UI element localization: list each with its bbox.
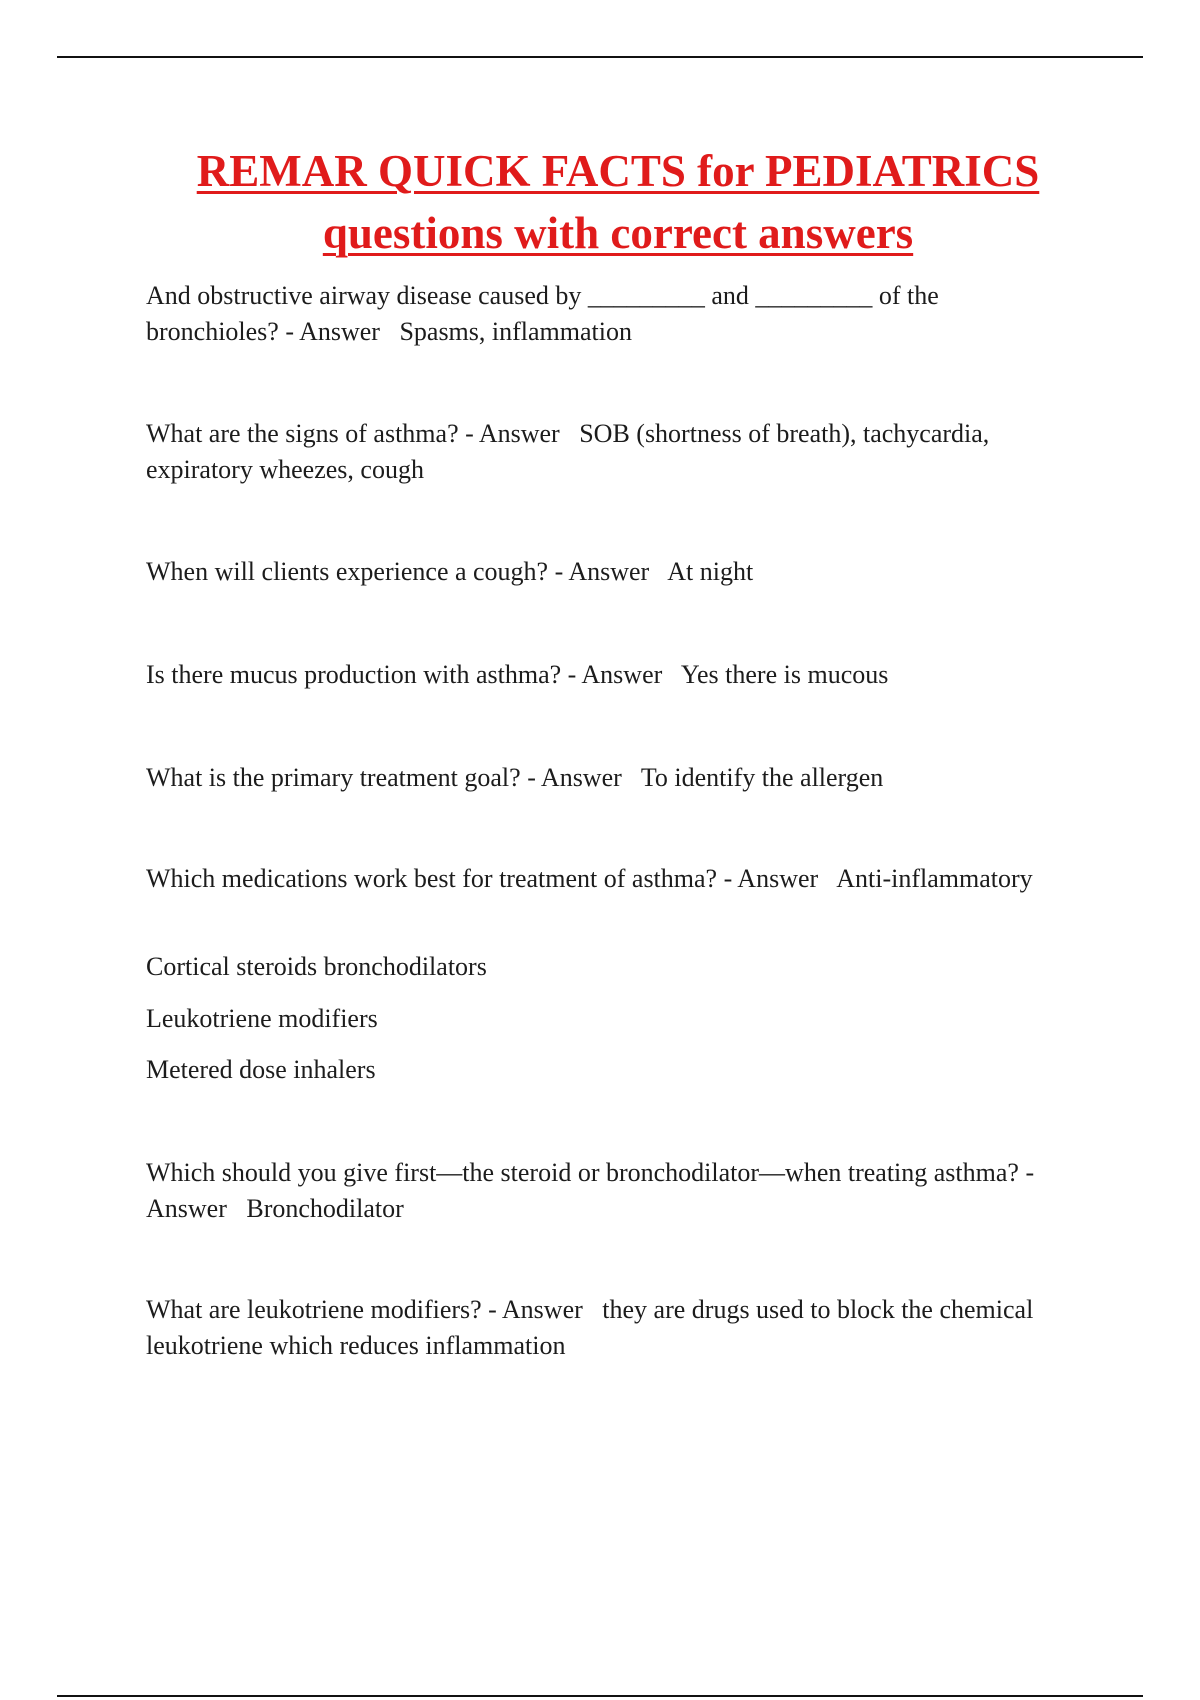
answer-text: Anti-inflammatory bbox=[836, 864, 1033, 893]
qa-item-2 bbox=[146, 416, 1076, 488]
qa-item-4 bbox=[146, 657, 1076, 693]
title-line-2: questions with correct answers bbox=[322, 208, 914, 258]
qa-item-5 bbox=[146, 760, 1076, 796]
answer-text: Yes there is mucous bbox=[680, 660, 889, 689]
question-text: What are the signs of asthma? - Answer bbox=[146, 419, 560, 448]
document-title bbox=[0, 140, 1200, 264]
qa-item-8 bbox=[146, 1292, 1076, 1364]
answer-extra-line: Metered dose inhalers bbox=[146, 1055, 376, 1084]
qa-item-3 bbox=[146, 554, 1076, 590]
question-text: What are leukotriene modifiers? - Answer bbox=[146, 1295, 583, 1324]
question-text: And obstructive airway disease caused by _________ and _________ of the bronchioles? - Answer bbox=[146, 281, 939, 346]
qa-item-1 bbox=[146, 278, 1076, 350]
qa-item-7 bbox=[146, 1155, 1076, 1227]
answer-text: At night bbox=[667, 557, 754, 586]
qa-item-6 bbox=[146, 861, 1076, 897]
footer-rule bbox=[57, 1695, 1143, 1697]
question-text: Which medications work best for treatment of asthma? - Answer bbox=[146, 864, 819, 893]
answer-extra-line: Cortical steroids bronchodilators bbox=[146, 952, 487, 981]
answer-text: Spasms, inflammation bbox=[399, 317, 632, 346]
question-text: Is there mucus production with asthma? - Answer bbox=[146, 660, 663, 689]
title-line-1: REMAR QUICK FACTS for PEDIATRICS bbox=[196, 146, 1040, 196]
answer-text: To identify the allergen bbox=[640, 763, 884, 792]
header-rule bbox=[57, 56, 1143, 58]
question-text: What is the primary treatment goal? - Answer bbox=[146, 763, 622, 792]
question-text: Which should you give first—the steroid or bronchodilator—when treating asthma? - Answer bbox=[146, 1158, 1035, 1223]
answer-text: SOB (shortness of breath), tachycardia, expiratory wheezes, cough bbox=[146, 419, 990, 484]
answer-extra-line: Leukotriene modifiers bbox=[146, 1004, 378, 1033]
answer-text: Bronchodilator bbox=[246, 1194, 404, 1223]
question-text: When will clients experience a cough? - Answer bbox=[146, 557, 650, 586]
answer-text: they are drugs used to block the chemical leukotriene which reduces inflammation bbox=[146, 1295, 1034, 1360]
